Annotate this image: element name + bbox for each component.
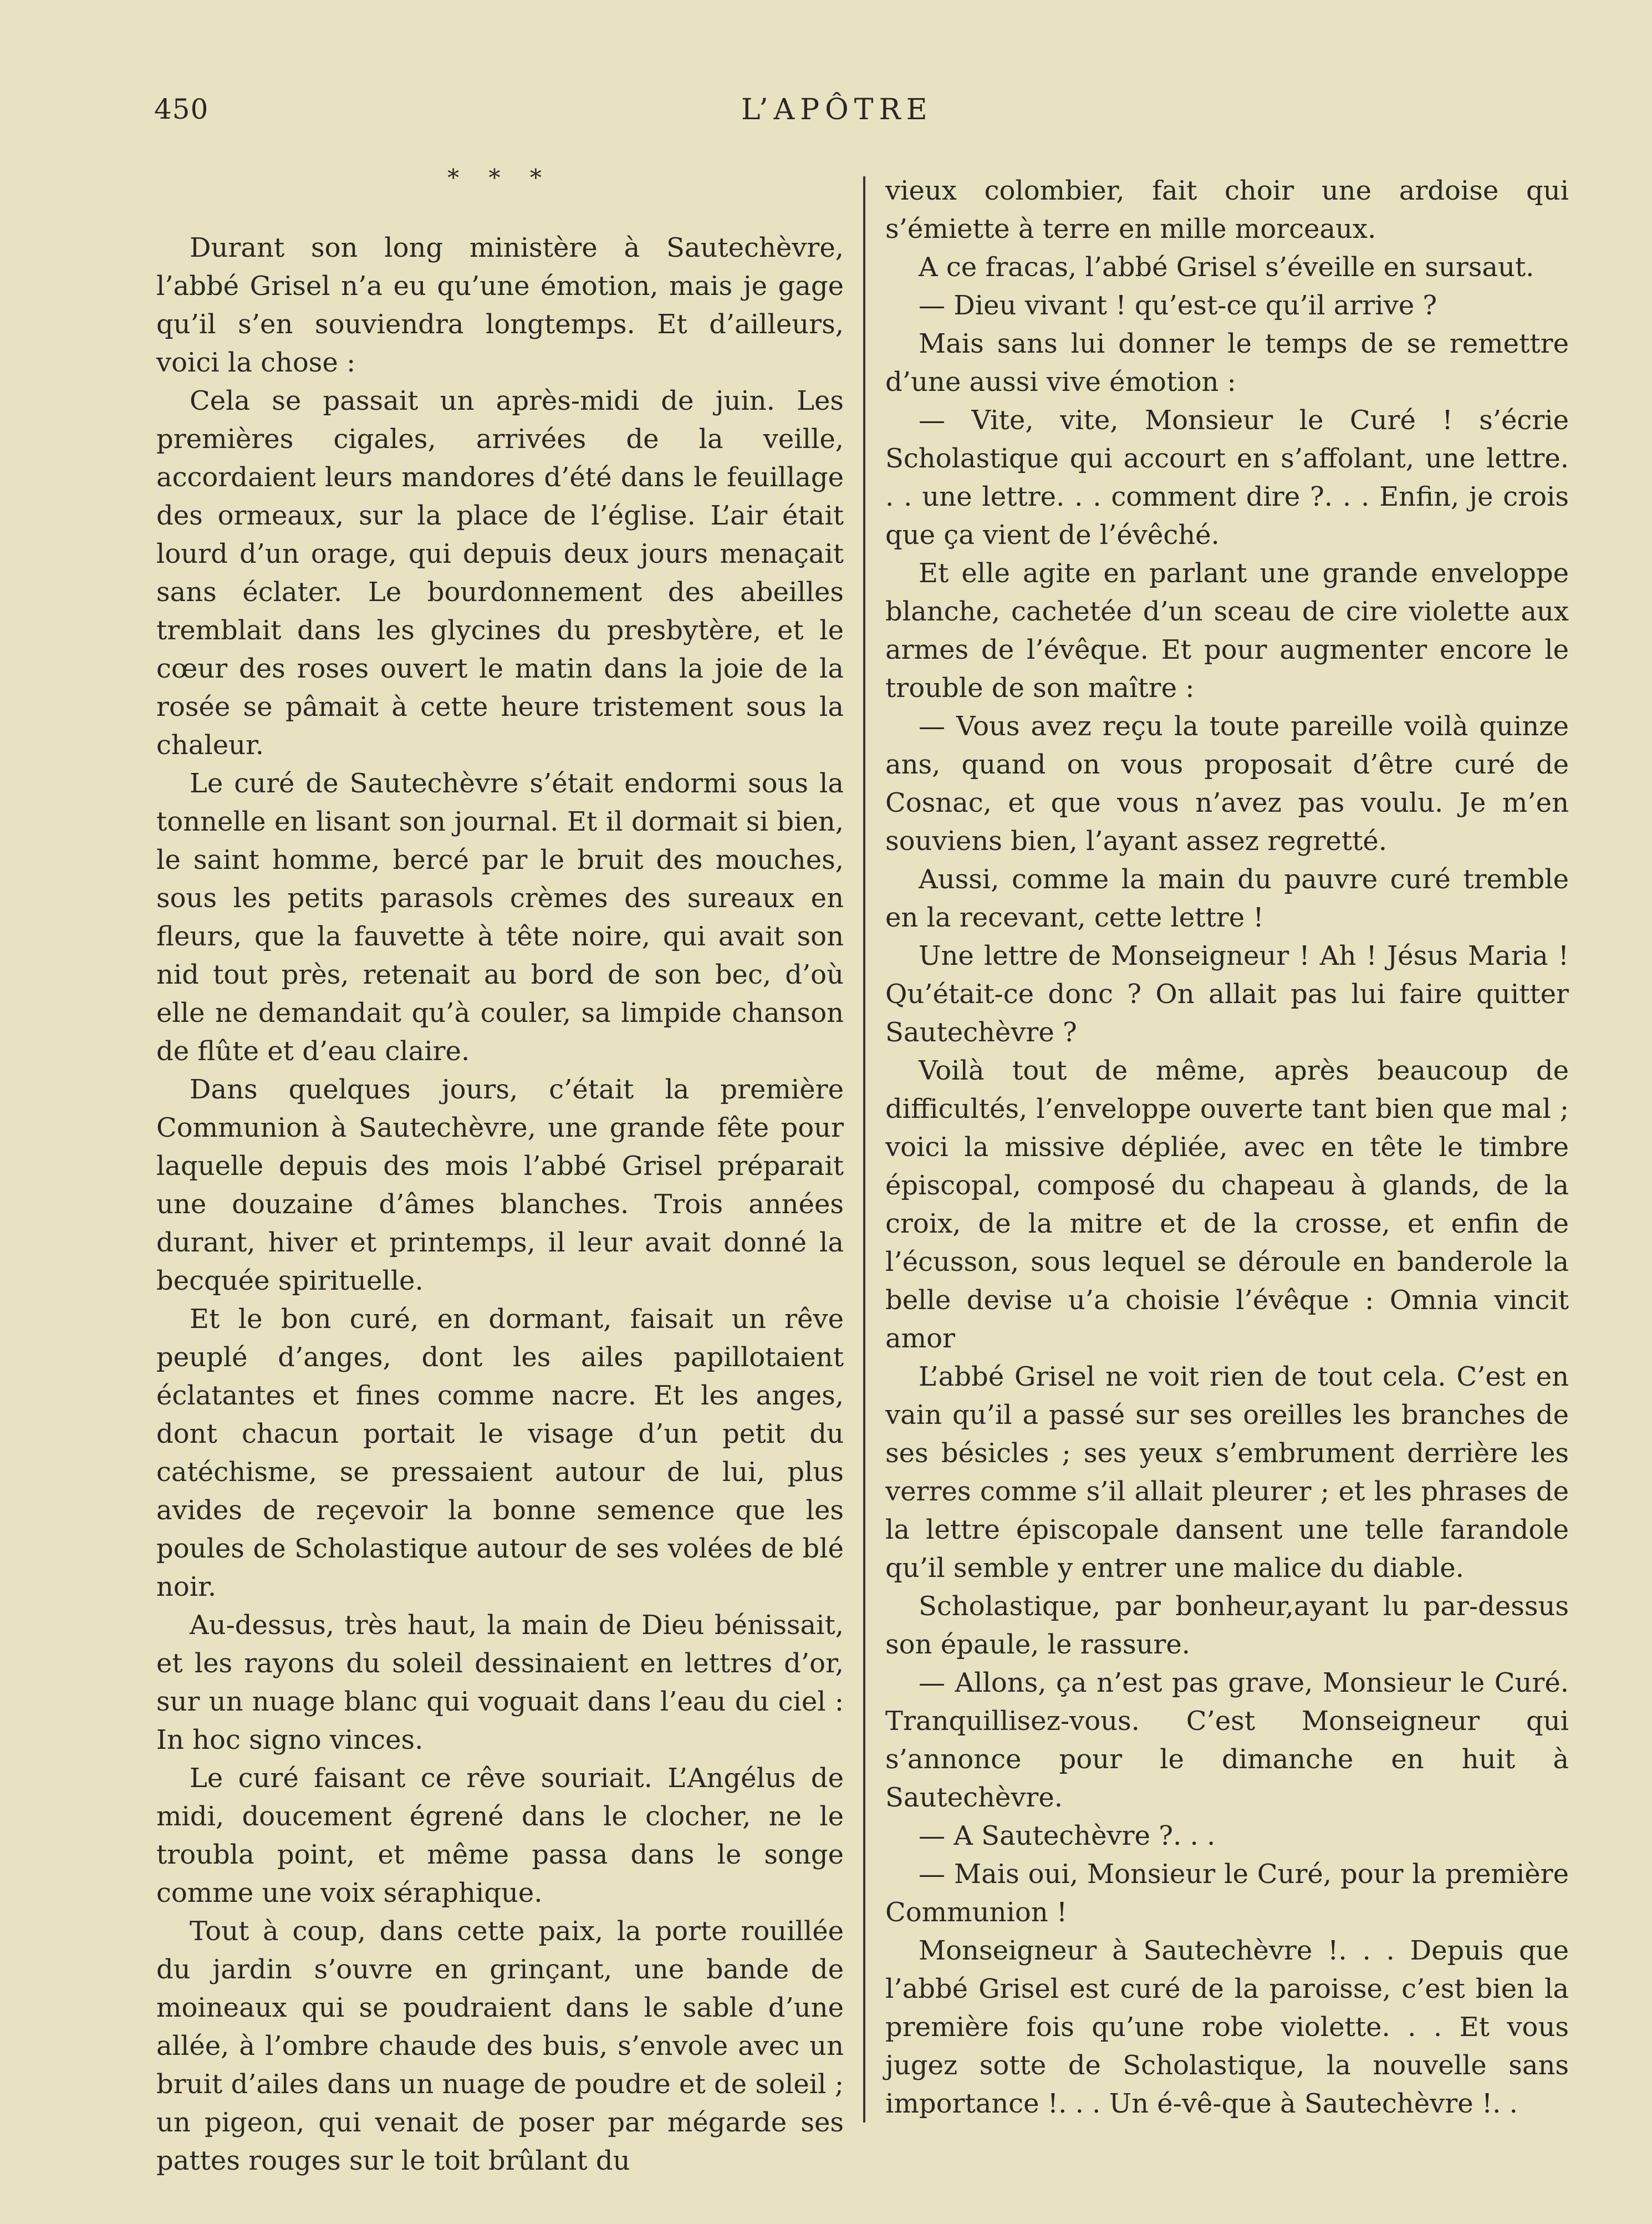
paragraph: Cela se passait un après-midi de juin. Les premières cigales, arrivées de la veille, accordaient leurs mandores d’été dans le feuillage des ormeaux, sur la place de l’église. L’air était lourd d’un orage, qui depuis deux jours menaçait sans éclater. Le bourdonnement des abeilles tremblait dans les glycines du presbytère, et le cœur des roses ouvert le matin dans la joie de la rosée se pâmait à cette heure tristement sous la chaleur. bbox=[156, 385, 844, 761]
paragraph: Voilà tout de même, après beaucoup de difficultés, l’enveloppe ouverte tant bien que mal ; voici la missive dépliée, avec en tête le timbre épiscopal, composé du chapeau à glands, de la croix, de la mitre et de la crosse, et enfin de l’écusson, sous lequel se déroule en banderole la belle devise u’a choisie l’évêque : Omnia vincit amor bbox=[885, 1055, 1569, 1354]
page-number: 450 bbox=[154, 93, 209, 125]
paragraph: — Mais oui, Monsieur le Curé, pour la première Communion ! bbox=[885, 1859, 1569, 1928]
paragraph: — Dieu vivant ! qu’est-ce qu’il arrive ? bbox=[919, 290, 1437, 321]
paragraph: Et elle agite en parlant une grande enveloppe blanche, cachetée d’un sceau de cire violette aux armes de l’évêque. Et pour augmenter encore le trouble de son maître : bbox=[885, 558, 1569, 704]
paragraph: Le curé de Sautechèvre s’était endormi sous la tonnelle en lisant son journal. Et il dormait si bien, le saint homme, bercé par le bruit des mouches, sous les petits parasols crèmes des sureaux en fleurs, que la fauvette à tête noire, qui avait son nid tout près, retenait au bord de son bec, d’où elle ne demandait qu’à couler, sa limpide chanson de flûte et d’eau claire. bbox=[156, 768, 844, 1067]
section-separator: * * * bbox=[447, 164, 553, 191]
paragraph: Scholastique, par bonheur,ayant lu par-dessus son épaule, le rassure. bbox=[885, 1591, 1569, 1660]
right-column bbox=[885, 172, 1569, 2123]
paragraph: Dans quelques jours, c’était la première Communion à Sautechèvre, une grande fête pour laquelle depuis des mois l’abbé Grisel préparait une douzaine d’âmes blanches. Trois années durant, hiver et printemps, il leur avait donné la becquée spirituelle. bbox=[156, 1074, 844, 1296]
paragraph: Une lettre de Monseigneur ! Ah ! Jésus Maria ! Qu’était-ce donc ? On allait pas lui faire quitter Sautechèvre ? bbox=[885, 940, 1569, 1048]
paragraph: — Vous avez reçu la toute pareille voilà quinze ans, quand on vous proposait d’être curé de Cosnac, et que vous n’avez pas voulu. Je m’en souviens bien, l’ayant assez regretté. bbox=[885, 711, 1569, 857]
paragraph: — A Sautechèvre ?. . . bbox=[919, 1820, 1216, 1851]
paragraph: Durant son long ministère à Sautechèvre, l’abbé Grisel n’a eu qu’une émotion, mais je gage qu’il s’en souviendra longtemps. Et d’ailleurs, voici la chose : bbox=[156, 232, 844, 378]
paragraph: — Allons, ça n’est pas grave, Monsieur le Curé. Tranquillisez-vous. C’est Monseigneur qui s’annonce pour le dimanche en huit à Sautechèvre. bbox=[885, 1667, 1569, 1813]
paragraph: Au-dessus, très haut, la main de Dieu bénissait, et les rayons du soleil dessinaient en lettres d’or, sur un nuage blanc qui voguait dans l’eau du ciel : In hoc signo vinces. bbox=[156, 1610, 844, 1755]
page-header bbox=[154, 93, 1562, 138]
paragraph: L’abbé Grisel ne voit rien de tout cela. C’est en vain qu’il a passé sur ses oreilles les branches de ses bésicles ; ses yeux s’embrument derrière les verres comme s’il allait pleurer ; et les phrases de la lettre épiscopale dansent une telle farandole qu’il semble y entrer une malice du diable. bbox=[885, 1361, 1569, 1584]
paragraph: Aussi, comme la main du pauvre curé tremble en la recevant, cette lettre ! bbox=[885, 864, 1569, 933]
column-divider bbox=[863, 176, 865, 2123]
paragraph: Le curé faisant ce rêve souriait. L’Angélus de midi, doucement égrené dans le clocher, ne le troubla point, et même passa dans le songe comme une voix séraphique. bbox=[156, 1763, 844, 1909]
paragraph-continuation: vieux colombier, fait choir une ardoise qui s’émiette à terre en mille morceaux. bbox=[885, 175, 1569, 245]
left-column bbox=[156, 164, 844, 2180]
paragraph: A ce fracas, l’abbé Grisel s’éveille en sursaut. bbox=[919, 252, 1534, 283]
paragraph: Mais sans lui donner le temps de se remettre d’une aussi vive émotion : bbox=[885, 328, 1569, 398]
paragraph: Monseigneur à Sautechèvre !. . . Depuis que l’abbé Grisel est curé de la paroisse, c’est bien la première fois qu’une robe violette. . . Et vous jugez sotte de Scholastique, la nouvelle sans importance !. . . Un é-vê-que à Sautechèvre !. . bbox=[885, 1935, 1569, 2119]
paragraph: — Vite, vite, Monsieur le Curé ! s’écrie Scholastique qui accourt en s’affolant, une lettre. . . une lettre. . . comment dire ?. . . Enfin, je crois que ça vient de l’évêché. bbox=[885, 405, 1569, 551]
paragraph: Et le bon curé, en dormant, faisait un rêve peuplé d’anges, dont les ailes papillotaient éclatantes et fines comme nacre. Et les anges, dont chacun portait le visage d’un petit du catéchisme, se pressaient autour de lui, plus avides de reçevoir la bonne semence que les poules de Scholastique autour de ses volées de blé noir. bbox=[156, 1304, 844, 1602]
paragraph: Tout à coup, dans cette paix, la porte rouillée du jardin s’ouvre en grinçant, une bande de moineaux qui se poudraient dans le sable d’une allée, à l’ombre chaude des buis, s’envole avec un bruit d’ailes dans un nuage de poudre et de soleil ; un pigeon, qui venait de poser par mégarde ses pattes rouges sur le toit brûlant du bbox=[156, 1916, 844, 2176]
running-title: L’APÔTRE bbox=[741, 93, 933, 126]
